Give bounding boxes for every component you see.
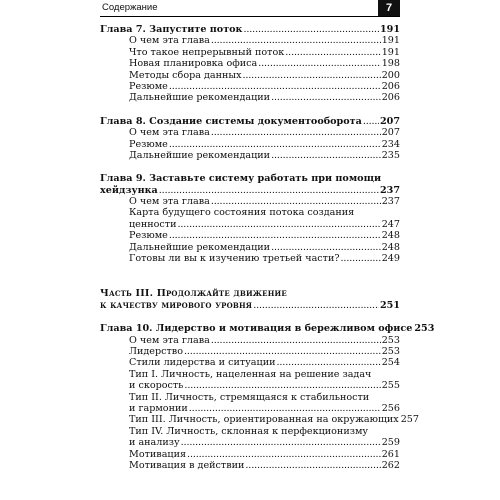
- toc-entry-page: 249: [381, 253, 400, 265]
- toc-entry-title: Что такое непрерывный поток: [129, 46, 285, 58]
- table-of-contents: [100, 24, 435, 471]
- toc-entry-title: Мотивация в действии: [129, 459, 245, 471]
- toc-entry-page: 206: [381, 92, 400, 104]
- toc-entry-page: 255: [381, 380, 400, 392]
- toc-entry: [100, 127, 400, 138]
- toc-entry-page: 200: [381, 69, 400, 81]
- toc-entry-page: 191: [379, 24, 400, 35]
- toc-entry: [100, 35, 400, 46]
- toc-entry-page: 207: [379, 115, 400, 127]
- toc-entry-page: 198: [381, 58, 400, 70]
- toc-entry-title: Часть III. Продолжайте движение: [100, 288, 287, 300]
- toc-entry: [100, 70, 400, 81]
- toc-entry: [100, 47, 400, 58]
- toc-entry: [100, 242, 400, 253]
- toc-entry-title: Карта будущего состояния потока создания: [129, 207, 355, 219]
- toc-entry: [100, 230, 400, 241]
- toc-entry-title: О чем эта глава: [129, 127, 210, 139]
- toc-entry-title: Резюме: [129, 80, 168, 92]
- toc-entry-title: О чем эта глава: [129, 35, 210, 47]
- toc-chapter-10: [100, 323, 435, 335]
- toc-chapter-9: [100, 173, 400, 184]
- toc-entry: [100, 346, 400, 357]
- toc-entry: [100, 426, 400, 437]
- toc-entry: [100, 207, 400, 218]
- toc-entry-title: Резюме: [129, 138, 168, 150]
- toc-entry: [100, 403, 400, 414]
- toc-entry: [100, 139, 400, 150]
- toc-entry: [100, 392, 400, 403]
- toc-entry-title: О чем эта глава: [129, 334, 210, 346]
- toc-chapter-7: [100, 24, 400, 35]
- toc-entry: [100, 150, 400, 161]
- toc-entry-title: Мотивация: [129, 448, 187, 460]
- toc-entry-title: Тип I. Личность, нацеленная на решение задач: [129, 368, 372, 380]
- toc-entry: [100, 460, 400, 471]
- toc-entry-page: 234: [381, 138, 400, 150]
- toc-entry-title: и скорость: [129, 380, 184, 392]
- header-title: Содержание: [102, 2, 158, 13]
- toc-entry-page: 253: [381, 345, 400, 357]
- toc-entry-title: Глава 9. Заставьте систему работать при помощи: [100, 173, 382, 185]
- toc-entry: [100, 58, 400, 69]
- toc-entry-page: 251: [379, 299, 400, 311]
- page-number-badge: 7: [378, 0, 400, 16]
- toc-entry-page: 248: [381, 230, 400, 242]
- toc-entry-title: Стили лидерства и ситуации: [129, 357, 276, 369]
- toc-entry-page: 253: [414, 323, 435, 335]
- toc-entry-title: Глава 7. Запустите поток: [100, 24, 243, 35]
- toc-entry-page: 261: [381, 448, 400, 460]
- toc-entry-page: 235: [381, 149, 400, 161]
- toc-entry-title: к качеству мирового уровня: [100, 299, 253, 311]
- running-header: [100, 0, 400, 17]
- toc-entry-page: 206: [381, 80, 400, 92]
- toc-entry-title: Тип III. Личность, ориентированная на окружающих: [129, 414, 399, 426]
- toc-entry: [100, 253, 400, 264]
- toc-entry-title: Лидерство: [129, 345, 183, 357]
- toc-entry-page: 247: [381, 218, 400, 230]
- toc-entry-title: Глава 10. Лидерство и мотивация в бережливом офисе: [100, 323, 413, 335]
- toc-entry-title: Тип IV. Личность, склонная к перфекционизму: [129, 425, 369, 437]
- toc-chapter-8: [100, 116, 400, 127]
- toc-entry: [100, 92, 400, 103]
- toc-entry: [100, 81, 400, 92]
- toc-entry-page: 257: [400, 414, 420, 426]
- toc-entry-page: 237: [381, 196, 400, 208]
- toc-entry-title: Глава 8. Создание системы документооборота: [100, 115, 362, 127]
- toc-entry-title: ценности: [129, 218, 177, 230]
- toc-entry-title: Готовы ли вы к изучению третьей части?: [129, 253, 340, 265]
- toc-entry-title: Новая планировка офиса: [129, 58, 258, 70]
- toc-entry: [100, 335, 400, 346]
- toc-entry-page: 191: [381, 35, 400, 47]
- toc-entry-page: 259: [381, 437, 400, 449]
- toc-entry-title: Дальнейшие рекомендации: [129, 241, 271, 253]
- toc-entry-title: Методы сбора данных: [129, 69, 242, 81]
- toc-chapter-9-cont: [100, 185, 400, 196]
- toc-entry-title: Дальнейшие рекомендации: [129, 92, 271, 104]
- toc-entry: [100, 196, 400, 207]
- toc-part-3: [100, 288, 400, 299]
- toc-entry-title: Дальнейшие рекомендации: [129, 149, 271, 161]
- toc-entry: [100, 219, 400, 230]
- toc-entry-title: и гармонии: [129, 402, 188, 414]
- toc-entry-page: 191: [381, 46, 400, 58]
- toc-entry-page: 248: [381, 241, 400, 253]
- toc-entry-title: О чем эта глава: [129, 196, 210, 208]
- toc-entry: [100, 380, 400, 391]
- toc-entry: [100, 369, 400, 380]
- toc-entry-page: 253: [381, 334, 400, 346]
- toc-entry-title: Резюме: [129, 230, 168, 242]
- toc-entry-page: 254: [381, 357, 400, 369]
- toc-entry-page: 256: [381, 402, 400, 414]
- toc-entry-page: 262: [381, 459, 400, 471]
- toc-entry-title: Тип II. Личность, стремящаяся к стабильности: [129, 391, 370, 403]
- toc-entry: [100, 437, 400, 448]
- toc-entry-page: 207: [381, 127, 400, 139]
- toc-entry: [100, 414, 420, 426]
- toc-entry-title: и анализу: [129, 437, 180, 449]
- toc-part-3-cont: [100, 300, 400, 311]
- toc-entry-page: 237: [379, 184, 400, 196]
- toc-entry: [100, 357, 400, 368]
- toc-entry-title: хейдзунка: [100, 184, 158, 196]
- toc-entry: [100, 449, 400, 460]
